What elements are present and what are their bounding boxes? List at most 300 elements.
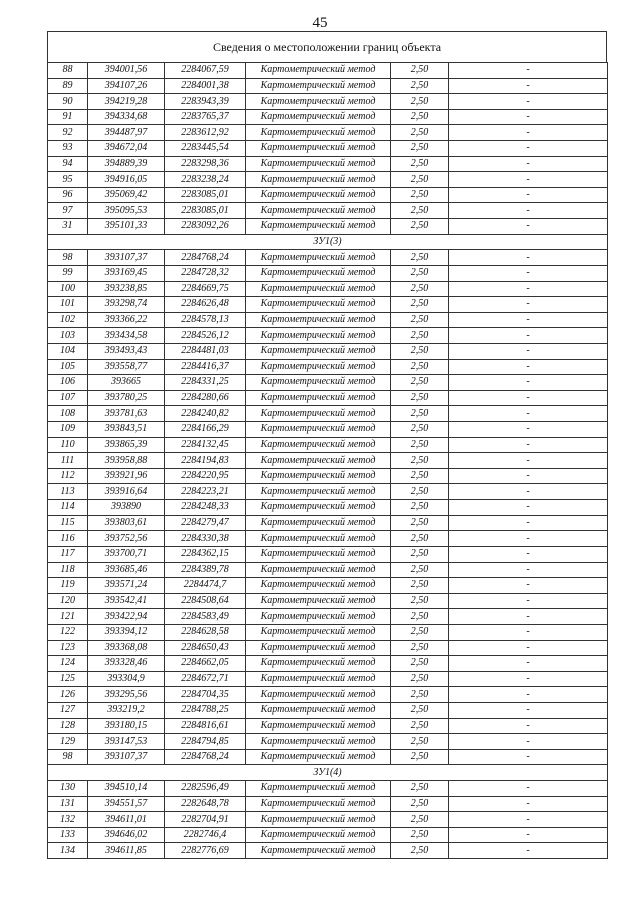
x-coordinate-cell: 394334,68 — [88, 109, 165, 125]
accuracy-cell: 2,50 — [391, 500, 449, 516]
point-number-cell: 95 — [48, 172, 88, 188]
table-row — [48, 781, 608, 797]
accuracy-cell: 2,50 — [391, 187, 449, 203]
note-cell: - — [449, 328, 608, 344]
method-cell: Картометрический метод — [246, 781, 391, 797]
x-coordinate-cell: 394001,56 — [88, 63, 165, 79]
note-cell: - — [449, 718, 608, 734]
accuracy-cell: 2,50 — [391, 94, 449, 110]
accuracy-cell: 2,50 — [391, 437, 449, 453]
y-coordinate-cell: 2284578,13 — [165, 312, 246, 328]
point-number-cell: 124 — [48, 656, 88, 672]
table-row — [48, 609, 608, 625]
note-cell: - — [449, 187, 608, 203]
x-coordinate-cell: 393328,46 — [88, 656, 165, 672]
table-row — [48, 390, 608, 406]
point-number-cell: 123 — [48, 640, 88, 656]
table-row — [48, 796, 608, 812]
x-coordinate-cell: 393238,85 — [88, 281, 165, 297]
y-coordinate-cell: 2284067,59 — [165, 63, 246, 79]
accuracy-cell: 2,50 — [391, 328, 449, 344]
x-coordinate-cell: 393422,94 — [88, 609, 165, 625]
table-row — [48, 265, 608, 281]
x-coordinate-cell: 395101,33 — [88, 219, 165, 235]
table-row — [48, 671, 608, 687]
accuracy-cell: 2,50 — [391, 609, 449, 625]
accuracy-cell: 2,50 — [391, 297, 449, 313]
point-number-cell: 126 — [48, 687, 88, 703]
method-cell: Картометрический метод — [246, 219, 391, 235]
y-coordinate-cell: 2284768,24 — [165, 250, 246, 266]
note-cell: - — [449, 437, 608, 453]
y-coordinate-cell: 2283092,26 — [165, 219, 246, 235]
note-cell: - — [449, 343, 608, 359]
accuracy-cell: 2,50 — [391, 640, 449, 656]
y-coordinate-cell: 2284704,35 — [165, 687, 246, 703]
page-number: 45 — [312, 15, 328, 31]
note-cell: - — [449, 562, 608, 578]
accuracy-cell: 2,50 — [391, 156, 449, 172]
accuracy-cell: 2,50 — [391, 546, 449, 562]
y-coordinate-cell: 2283445,54 — [165, 141, 246, 157]
method-cell: Картометрический метод — [246, 281, 391, 297]
x-coordinate-cell: 393843,51 — [88, 422, 165, 438]
note-cell: - — [449, 94, 608, 110]
table-row — [48, 422, 608, 438]
y-coordinate-cell: 2284728,32 — [165, 265, 246, 281]
note-cell: - — [449, 78, 608, 94]
method-cell: Картометрический метод — [246, 125, 391, 141]
x-coordinate-cell: 393780,25 — [88, 390, 165, 406]
point-number-cell: 130 — [48, 781, 88, 797]
table-row — [48, 78, 608, 94]
accuracy-cell: 2,50 — [391, 453, 449, 469]
y-coordinate-cell: 2284389,78 — [165, 562, 246, 578]
point-number-cell: 106 — [48, 375, 88, 391]
x-coordinate-cell: 394219,28 — [88, 94, 165, 110]
accuracy-cell: 2,50 — [391, 734, 449, 750]
note-cell: - — [449, 125, 608, 141]
method-cell: Картометрический метод — [246, 515, 391, 531]
note-cell: - — [449, 687, 608, 703]
y-coordinate-cell: 2283298,36 — [165, 156, 246, 172]
table-row — [48, 343, 608, 359]
accuracy-cell: 2,50 — [391, 718, 449, 734]
y-coordinate-cell: 2284248,33 — [165, 500, 246, 516]
y-coordinate-cell: 2284628,58 — [165, 624, 246, 640]
y-coordinate-cell: 2284481,03 — [165, 343, 246, 359]
method-cell: Картометрический метод — [246, 671, 391, 687]
method-cell: Картометрический метод — [246, 562, 391, 578]
table-row — [48, 734, 608, 750]
note-cell: - — [449, 656, 608, 672]
method-cell: Картометрический метод — [246, 843, 391, 859]
section-label: ЗУ1(3) — [48, 234, 608, 250]
method-cell: Картометрический метод — [246, 796, 391, 812]
accuracy-cell: 2,50 — [391, 578, 449, 594]
y-coordinate-cell: 2284794,85 — [165, 734, 246, 750]
method-cell: Картометрический метод — [246, 297, 391, 313]
coordinates-table — [47, 62, 608, 859]
table-title: Сведения о местоположении границ объекта — [47, 31, 607, 62]
point-number-cell: 133 — [48, 827, 88, 843]
y-coordinate-cell: 2282648,78 — [165, 796, 246, 812]
y-coordinate-cell: 2284626,48 — [165, 297, 246, 313]
x-coordinate-cell: 393298,74 — [88, 297, 165, 313]
note-cell: - — [449, 375, 608, 391]
table-row — [48, 125, 608, 141]
method-cell: Картометрический метод — [246, 328, 391, 344]
point-number-cell: 117 — [48, 546, 88, 562]
note-cell: - — [449, 390, 608, 406]
accuracy-cell: 2,50 — [391, 468, 449, 484]
point-number-cell: 127 — [48, 702, 88, 718]
x-coordinate-cell: 393958,88 — [88, 453, 165, 469]
x-coordinate-cell: 393685,46 — [88, 562, 165, 578]
method-cell: Картометрический метод — [246, 484, 391, 500]
y-coordinate-cell: 2284220,95 — [165, 468, 246, 484]
table-row — [48, 749, 608, 765]
table-row — [48, 281, 608, 297]
note-cell: - — [449, 359, 608, 375]
method-cell: Картометрический метод — [246, 453, 391, 469]
point-number-cell: 88 — [48, 63, 88, 79]
table-row — [48, 578, 608, 594]
x-coordinate-cell: 393493,43 — [88, 343, 165, 359]
method-cell: Картометрический метод — [246, 265, 391, 281]
point-number-cell: 131 — [48, 796, 88, 812]
note-cell: - — [449, 796, 608, 812]
note-cell: - — [449, 219, 608, 235]
y-coordinate-cell: 2284672,71 — [165, 671, 246, 687]
accuracy-cell: 2,50 — [391, 422, 449, 438]
point-number-cell: 105 — [48, 359, 88, 375]
accuracy-cell: 2,50 — [391, 531, 449, 547]
note-cell: - — [449, 827, 608, 843]
point-number-cell: 108 — [48, 406, 88, 422]
accuracy-cell: 2,50 — [391, 406, 449, 422]
x-coordinate-cell: 393394,12 — [88, 624, 165, 640]
y-coordinate-cell: 2282596,49 — [165, 781, 246, 797]
point-number-cell: 31 — [48, 219, 88, 235]
point-number-cell: 102 — [48, 312, 88, 328]
x-coordinate-cell: 394646,02 — [88, 827, 165, 843]
method-cell: Картометрический метод — [246, 141, 391, 157]
method-cell: Картометрический метод — [246, 94, 391, 110]
point-number-cell: 111 — [48, 453, 88, 469]
accuracy-cell: 2,50 — [391, 484, 449, 500]
accuracy-cell: 2,50 — [391, 515, 449, 531]
y-coordinate-cell: 2284166,29 — [165, 422, 246, 438]
x-coordinate-cell: 393304,9 — [88, 671, 165, 687]
y-coordinate-cell: 2284788,25 — [165, 702, 246, 718]
y-coordinate-cell: 2283765,37 — [165, 109, 246, 125]
y-coordinate-cell: 2284669,75 — [165, 281, 246, 297]
y-coordinate-cell: 2282776,69 — [165, 843, 246, 859]
accuracy-cell: 2,50 — [391, 78, 449, 94]
point-number-cell: 134 — [48, 843, 88, 859]
table-row — [48, 203, 608, 219]
accuracy-cell: 2,50 — [391, 109, 449, 125]
point-number-cell: 98 — [48, 250, 88, 266]
point-number-cell: 104 — [48, 343, 88, 359]
method-cell: Картометрический метод — [246, 609, 391, 625]
table-row — [48, 531, 608, 547]
point-number-cell: 116 — [48, 531, 88, 547]
x-coordinate-cell: 395069,42 — [88, 187, 165, 203]
note-cell: - — [449, 531, 608, 547]
table-row — [48, 484, 608, 500]
y-coordinate-cell: 2282746,4 — [165, 827, 246, 843]
note-cell: - — [449, 484, 608, 500]
table-row — [48, 546, 608, 562]
table-row — [48, 593, 608, 609]
method-cell: Картометрический метод — [246, 312, 391, 328]
x-coordinate-cell: 393890 — [88, 500, 165, 516]
point-number-cell: 125 — [48, 671, 88, 687]
section-header-row — [48, 234, 608, 250]
table-row — [48, 219, 608, 235]
point-number-cell: 90 — [48, 94, 88, 110]
y-coordinate-cell: 2284526,12 — [165, 328, 246, 344]
point-number-cell: 99 — [48, 265, 88, 281]
x-coordinate-cell: 393781,63 — [88, 406, 165, 422]
method-cell: Картометрический метод — [246, 624, 391, 640]
point-number-cell: 121 — [48, 609, 88, 625]
point-number-cell: 89 — [48, 78, 88, 94]
table-row — [48, 63, 608, 79]
x-coordinate-cell: 394551,57 — [88, 796, 165, 812]
table-row — [48, 453, 608, 469]
point-number-cell: 91 — [48, 109, 88, 125]
accuracy-cell: 2,50 — [391, 390, 449, 406]
table-row — [48, 515, 608, 531]
point-number-cell: 94 — [48, 156, 88, 172]
note-cell: - — [449, 156, 608, 172]
point-number-cell: 92 — [48, 125, 88, 141]
point-number-cell: 128 — [48, 718, 88, 734]
table-row — [48, 718, 608, 734]
table-row — [48, 406, 608, 422]
note-cell: - — [449, 546, 608, 562]
x-coordinate-cell: 395095,53 — [88, 203, 165, 219]
method-cell: Картометрический метод — [246, 375, 391, 391]
note-cell: - — [449, 406, 608, 422]
method-cell: Картометрический метод — [246, 437, 391, 453]
method-cell: Картометрический метод — [246, 156, 391, 172]
point-number-cell: 96 — [48, 187, 88, 203]
note-cell: - — [449, 141, 608, 157]
x-coordinate-cell: 393752,56 — [88, 531, 165, 547]
table-row — [48, 297, 608, 313]
note-cell: - — [449, 500, 608, 516]
point-number-cell: 107 — [48, 390, 88, 406]
method-cell: Картометрический метод — [246, 827, 391, 843]
accuracy-cell: 2,50 — [391, 843, 449, 859]
x-coordinate-cell: 393368,08 — [88, 640, 165, 656]
note-cell: - — [449, 312, 608, 328]
x-coordinate-cell: 393542,41 — [88, 593, 165, 609]
accuracy-cell: 2,50 — [391, 796, 449, 812]
x-coordinate-cell: 394672,04 — [88, 141, 165, 157]
note-cell: - — [449, 640, 608, 656]
table-row — [48, 640, 608, 656]
x-coordinate-cell: 394510,14 — [88, 781, 165, 797]
x-coordinate-cell: 393366,22 — [88, 312, 165, 328]
y-coordinate-cell: 2284279,47 — [165, 515, 246, 531]
note-cell: - — [449, 250, 608, 266]
x-coordinate-cell: 393107,37 — [88, 250, 165, 266]
point-number-cell: 98 — [48, 749, 88, 765]
method-cell: Картометрический метод — [246, 343, 391, 359]
y-coordinate-cell: 2284508,64 — [165, 593, 246, 609]
method-cell: Картометрический метод — [246, 203, 391, 219]
method-cell: Картометрический метод — [246, 546, 391, 562]
x-coordinate-cell: 393558,77 — [88, 359, 165, 375]
table-row — [48, 624, 608, 640]
table-row — [48, 156, 608, 172]
accuracy-cell: 2,50 — [391, 562, 449, 578]
y-coordinate-cell: 2284001,38 — [165, 78, 246, 94]
point-number-cell: 93 — [48, 141, 88, 157]
section-header-row — [48, 765, 608, 781]
y-coordinate-cell: 2282704,91 — [165, 812, 246, 828]
accuracy-cell: 2,50 — [391, 343, 449, 359]
y-coordinate-cell: 2284132,45 — [165, 437, 246, 453]
y-coordinate-cell: 2284194,83 — [165, 453, 246, 469]
x-coordinate-cell: 393665 — [88, 375, 165, 391]
accuracy-cell: 2,50 — [391, 219, 449, 235]
note-cell: - — [449, 593, 608, 609]
accuracy-cell: 2,50 — [391, 265, 449, 281]
accuracy-cell: 2,50 — [391, 749, 449, 765]
table-row — [48, 812, 608, 828]
y-coordinate-cell: 2284330,38 — [165, 531, 246, 547]
table-row — [48, 187, 608, 203]
coordinates-sheet — [47, 31, 607, 859]
table-row — [48, 702, 608, 718]
point-number-cell: 119 — [48, 578, 88, 594]
point-number-cell: 110 — [48, 437, 88, 453]
accuracy-cell: 2,50 — [391, 281, 449, 297]
x-coordinate-cell: 393803,61 — [88, 515, 165, 531]
method-cell: Картометрический метод — [246, 109, 391, 125]
y-coordinate-cell: 2283085,01 — [165, 187, 246, 203]
point-number-cell: 113 — [48, 484, 88, 500]
note-cell: - — [449, 109, 608, 125]
method-cell: Картометрический метод — [246, 406, 391, 422]
y-coordinate-cell: 2284280,66 — [165, 390, 246, 406]
point-number-cell: 114 — [48, 500, 88, 516]
method-cell: Картометрический метод — [246, 687, 391, 703]
x-coordinate-cell: 393921,96 — [88, 468, 165, 484]
y-coordinate-cell: 2284662,05 — [165, 656, 246, 672]
x-coordinate-cell: 393169,45 — [88, 265, 165, 281]
accuracy-cell: 2,50 — [391, 203, 449, 219]
note-cell: - — [449, 172, 608, 188]
table-row — [48, 250, 608, 266]
table-row — [48, 687, 608, 703]
method-cell: Картометрический метод — [246, 250, 391, 266]
table-row — [48, 312, 608, 328]
method-cell: Картометрический метод — [246, 172, 391, 188]
point-number-cell: 120 — [48, 593, 88, 609]
method-cell: Картометрический метод — [246, 187, 391, 203]
x-coordinate-cell: 393147,53 — [88, 734, 165, 750]
method-cell: Картометрический метод — [246, 718, 391, 734]
accuracy-cell: 2,50 — [391, 359, 449, 375]
y-coordinate-cell: 2283612,92 — [165, 125, 246, 141]
x-coordinate-cell: 393571,24 — [88, 578, 165, 594]
point-number-cell: 122 — [48, 624, 88, 640]
method-cell: Картометрический метод — [246, 749, 391, 765]
y-coordinate-cell: 2283238,24 — [165, 172, 246, 188]
x-coordinate-cell: 394107,26 — [88, 78, 165, 94]
note-cell: - — [449, 422, 608, 438]
coordinates-table-body — [48, 63, 608, 859]
x-coordinate-cell: 393295,56 — [88, 687, 165, 703]
y-coordinate-cell: 2284816,61 — [165, 718, 246, 734]
table-row — [48, 359, 608, 375]
y-coordinate-cell: 2284240,82 — [165, 406, 246, 422]
accuracy-cell: 2,50 — [391, 781, 449, 797]
x-coordinate-cell: 394916,05 — [88, 172, 165, 188]
note-cell: - — [449, 265, 608, 281]
y-coordinate-cell: 2284583,49 — [165, 609, 246, 625]
x-coordinate-cell: 393219,2 — [88, 702, 165, 718]
point-number-cell: 101 — [48, 297, 88, 313]
note-cell: - — [449, 453, 608, 469]
y-coordinate-cell: 2284768,24 — [165, 749, 246, 765]
note-cell: - — [449, 843, 608, 859]
table-row — [48, 500, 608, 516]
method-cell: Картометрический метод — [246, 702, 391, 718]
note-cell: - — [449, 749, 608, 765]
table-row — [48, 843, 608, 859]
accuracy-cell: 2,50 — [391, 656, 449, 672]
accuracy-cell: 2,50 — [391, 827, 449, 843]
note-cell: - — [449, 702, 608, 718]
note-cell: - — [449, 203, 608, 219]
note-cell: - — [449, 671, 608, 687]
table-row — [48, 172, 608, 188]
accuracy-cell: 2,50 — [391, 375, 449, 391]
method-cell: Картометрический метод — [246, 63, 391, 79]
method-cell: Картометрический метод — [246, 734, 391, 750]
accuracy-cell: 2,50 — [391, 312, 449, 328]
accuracy-cell: 2,50 — [391, 593, 449, 609]
accuracy-cell: 2,50 — [391, 125, 449, 141]
x-coordinate-cell: 393865,39 — [88, 437, 165, 453]
y-coordinate-cell: 2284223,21 — [165, 484, 246, 500]
accuracy-cell: 2,50 — [391, 624, 449, 640]
note-cell: - — [449, 63, 608, 79]
method-cell: Картометрический метод — [246, 640, 391, 656]
x-coordinate-cell: 393180,15 — [88, 718, 165, 734]
x-coordinate-cell: 394889,39 — [88, 156, 165, 172]
accuracy-cell: 2,50 — [391, 687, 449, 703]
method-cell: Картометрический метод — [246, 359, 391, 375]
x-coordinate-cell: 394487,97 — [88, 125, 165, 141]
method-cell: Картометрический метод — [246, 500, 391, 516]
y-coordinate-cell: 2283085,01 — [165, 203, 246, 219]
point-number-cell: 103 — [48, 328, 88, 344]
x-coordinate-cell: 393107,37 — [88, 749, 165, 765]
table-row — [48, 437, 608, 453]
x-coordinate-cell: 393916,64 — [88, 484, 165, 500]
y-coordinate-cell: 2284331,25 — [165, 375, 246, 391]
method-cell: Картометрический метод — [246, 468, 391, 484]
